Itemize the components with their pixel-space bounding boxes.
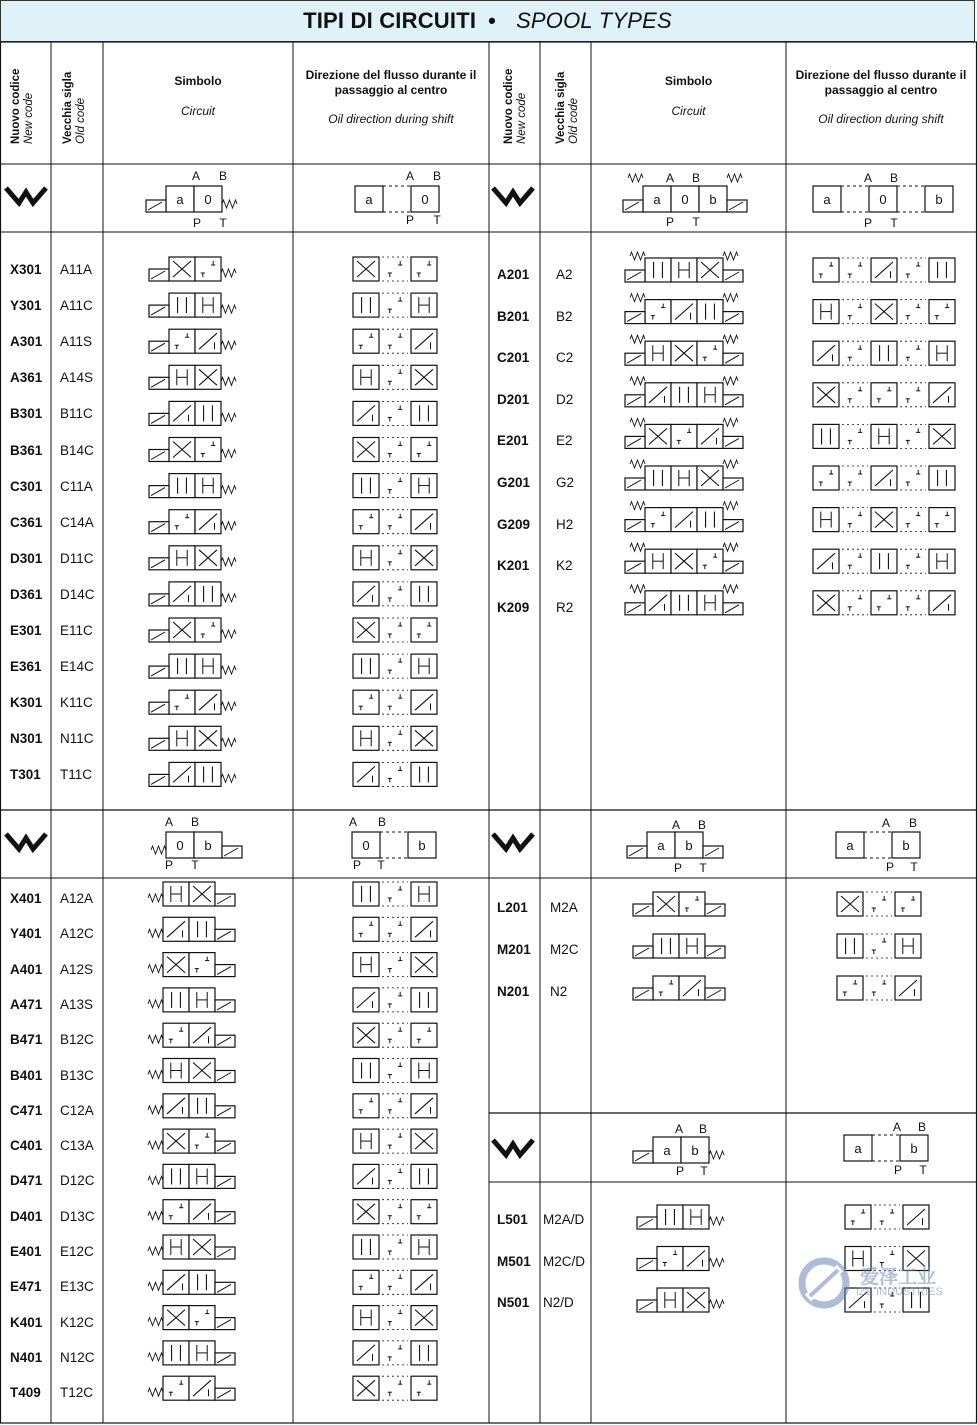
circuit-symbol-row — [149, 438, 236, 462]
svg-text:P: P — [673, 861, 683, 875]
old-code-cell: A14S — [60, 370, 94, 386]
svg-text:b: b — [691, 1143, 699, 1158]
flow-symbol-row — [353, 1164, 437, 1188]
circuit-symbol-row — [149, 329, 236, 353]
circuit-symbol-row — [149, 582, 236, 606]
old-code-cell: B12C — [60, 1032, 94, 1048]
svg-text:B: B — [691, 171, 701, 185]
svg-text:T: T — [910, 860, 918, 874]
svg-text:A: A — [671, 818, 681, 832]
circuit-symbol-row — [148, 1270, 235, 1294]
new-code-cell: E471 — [10, 1279, 42, 1295]
svg-text:A: A — [191, 169, 201, 183]
circuit-symbol-row — [633, 976, 725, 1000]
old-code-cell: C13A — [60, 1138, 94, 1154]
header-flow-left — [294, 68, 488, 127]
old-code-cell: A12S — [60, 961, 94, 977]
circuit-symbol-row — [625, 335, 743, 365]
circuit-symbol-row — [148, 1235, 235, 1259]
new-code-cell: N401 — [10, 1349, 43, 1365]
svg-text:T: T — [377, 858, 385, 872]
circuit-symbol-row — [148, 1306, 235, 1330]
circuit-symbol-row — [148, 1164, 235, 1188]
svg-text:a: a — [657, 838, 665, 853]
new-code-cell: T409 — [10, 1385, 41, 1401]
flow-symbol-row — [353, 1200, 437, 1224]
header-symbol-en: Circuit — [671, 104, 706, 118]
circuit-symbol-row — [148, 1376, 235, 1400]
flow-symbol-row — [353, 726, 437, 750]
new-code-cell: Y401 — [10, 926, 42, 942]
svg-text:a: a — [663, 1143, 671, 1158]
header-circuit-symbol — [146, 169, 237, 230]
svg-text:b: b — [902, 838, 910, 853]
new-code-cell: L201 — [497, 900, 528, 915]
circuit-symbol-row — [149, 365, 236, 389]
svg-text:b: b — [685, 838, 693, 853]
new-code-cell: K209 — [497, 599, 530, 615]
old-code-cell: D14C — [60, 586, 95, 602]
new-code-cell: E361 — [10, 659, 42, 675]
header-new-code-right — [503, 69, 529, 144]
new-code-cell: D361 — [10, 586, 43, 602]
svg-text:B: B — [889, 171, 899, 185]
new-code-cell: C401 — [10, 1138, 43, 1154]
old-code-cell: M2C/D — [543, 1253, 586, 1269]
new-code-cell: C201 — [497, 350, 530, 366]
old-code-cell: B13C — [60, 1067, 94, 1083]
flow-symbol-row — [353, 618, 437, 642]
circuit-symbol-row — [633, 892, 725, 916]
flow-symbol-row — [353, 1270, 437, 1294]
new-code-cell: B361 — [10, 442, 43, 458]
svg-text:a: a — [176, 192, 184, 207]
old-code-cell: R2 — [556, 599, 574, 615]
header-flow-symbol — [813, 171, 953, 230]
old-code-cell: E13C — [60, 1279, 94, 1295]
svg-text:0: 0 — [879, 192, 887, 207]
solenoid-icon — [493, 834, 533, 849]
circuit-symbol-row — [625, 502, 743, 532]
circuit-symbol-row — [149, 618, 236, 642]
header-old-code-en: Old code — [568, 97, 580, 144]
flow-symbol-row — [353, 762, 437, 786]
circuit-symbol-row — [148, 988, 235, 1012]
old-code-cell: A12C — [60, 926, 94, 942]
new-code-cell: A401 — [10, 961, 43, 977]
flow-symbol-row — [353, 1094, 437, 1118]
header-flow-en: Oil direction during shift — [328, 112, 454, 126]
circuit-symbol-row — [633, 934, 725, 958]
old-code-cell: M2A — [550, 900, 578, 915]
flow-symbol-row — [813, 508, 955, 532]
new-code-cell: N501 — [497, 1295, 530, 1310]
flow-symbol-row — [353, 293, 437, 317]
old-code-cell: E12C — [60, 1244, 94, 1259]
flow-symbol-row — [353, 546, 437, 570]
new-code-cell: B201 — [497, 308, 530, 324]
new-code-cell: A301 — [10, 334, 43, 350]
old-code-cell: M2C — [550, 942, 579, 957]
flow-symbol-row — [353, 1059, 437, 1083]
new-code-cell: N301 — [10, 731, 43, 747]
new-code-cell: C471 — [10, 1102, 43, 1118]
new-code-cell: N201 — [497, 984, 530, 999]
new-code-cell: K201 — [497, 558, 530, 574]
old-code-cell: A13S — [60, 996, 94, 1012]
old-code-cell: D12C — [60, 1173, 95, 1189]
new-code-cell: D301 — [10, 550, 43, 566]
header-circuit-symbol — [633, 1122, 724, 1178]
svg-text:P: P — [352, 858, 362, 872]
flow-symbol-row — [353, 438, 437, 462]
header-new-code-it: Nuovo codice — [503, 68, 515, 144]
header-symbol-it: Simbolo — [664, 74, 713, 88]
old-code-cell: K11C — [60, 695, 93, 711]
svg-text:P: P — [885, 860, 895, 874]
flow-symbol-row — [353, 953, 437, 977]
watermark-cn: 爱泽工业 — [860, 1267, 937, 1288]
circuit-symbol-row — [149, 762, 236, 786]
old-code-cell: C12A — [60, 1102, 94, 1118]
old-code-cell: N2/D — [543, 1295, 574, 1310]
new-code-cell: Y301 — [10, 298, 42, 314]
new-code-cell: E401 — [10, 1244, 42, 1259]
header-flow-en: Oil direction during shift — [818, 112, 944, 126]
new-code-cell: X301 — [10, 262, 42, 277]
old-code-cell: B14C — [60, 442, 94, 458]
header-old-code-left — [62, 72, 88, 144]
flow-symbol-row — [353, 510, 437, 534]
header-new-code-it: Nuovo codice — [10, 68, 22, 144]
svg-text:B: B — [908, 816, 918, 830]
svg-text:0: 0 — [421, 192, 429, 207]
svg-text:A: A — [665, 171, 675, 185]
header-circuit-symbol — [623, 171, 747, 229]
svg-text:P: P — [192, 216, 202, 230]
flow-symbol-row — [353, 1341, 437, 1365]
header-old-code-en: Old code — [75, 97, 87, 144]
old-code-cell: T11C — [60, 767, 93, 783]
circuit-symbol-row — [625, 460, 743, 490]
svg-text:a: a — [823, 192, 831, 207]
header-new-code-left — [10, 69, 36, 144]
new-code-cell: M201 — [497, 942, 531, 957]
circuit-symbol-row — [148, 1129, 235, 1153]
old-code-cell: A11S — [60, 334, 93, 350]
old-code-cell: B11C — [60, 406, 93, 422]
flow-symbol-row — [813, 591, 955, 615]
watermark-logo-icon — [798, 1256, 854, 1312]
old-code-cell: A11C — [60, 298, 93, 314]
header-symbol-it: Simbolo — [174, 74, 222, 88]
flow-symbol-row — [837, 934, 921, 958]
old-code-cell: T12C — [60, 1385, 94, 1401]
svg-text:b: b — [418, 838, 426, 853]
header-circuit-symbol — [627, 818, 723, 875]
header-flow-symbol — [836, 816, 920, 874]
svg-text:P: P — [164, 858, 174, 872]
old-code-cell: E11C — [60, 623, 93, 638]
new-code-cell: M501 — [497, 1253, 531, 1269]
flow-symbol-row — [845, 1205, 929, 1229]
old-code-cell: B2 — [556, 308, 573, 324]
svg-text:T: T — [919, 1163, 927, 1177]
header-flow-symbol — [844, 1120, 928, 1177]
circuit-symbol-row — [149, 257, 236, 281]
flow-symbol-row — [813, 258, 955, 282]
new-code-cell: D201 — [497, 391, 530, 407]
flow-symbol-row — [353, 654, 437, 678]
flow-symbol-row — [353, 917, 437, 941]
old-code-cell: D13C — [60, 1208, 95, 1224]
old-code-cell: D2 — [556, 391, 574, 407]
flow-symbol-row — [353, 1306, 437, 1330]
svg-text:T: T — [699, 861, 707, 875]
circuit-symbol-row — [637, 1288, 724, 1312]
svg-text:A: A — [892, 1120, 902, 1134]
header-old-code-it: Vecchia sigla — [555, 71, 567, 144]
circuit-symbol-row — [149, 293, 236, 317]
svg-text:B: B — [917, 1120, 927, 1134]
flow-symbol-row — [813, 383, 955, 407]
old-code-cell: C2 — [556, 350, 574, 366]
header-new-code-en: New code — [23, 92, 35, 144]
solenoid-icon — [6, 834, 46, 849]
svg-text:B: B — [698, 1122, 708, 1136]
svg-text:T: T — [219, 216, 227, 230]
svg-text:B: B — [218, 169, 228, 183]
svg-text:0: 0 — [362, 838, 370, 853]
header-symbol-left — [104, 74, 292, 119]
flow-symbol-row — [353, 1129, 437, 1153]
flow-symbol-row — [353, 257, 437, 281]
old-code-cell: C11A — [60, 478, 93, 494]
svg-text:B: B — [432, 169, 442, 183]
flow-symbol-row — [813, 466, 955, 490]
new-code-cell: K401 — [10, 1314, 43, 1330]
new-code-cell: E301 — [10, 623, 42, 638]
flow-symbol-row — [353, 329, 437, 353]
new-code-cell: A361 — [10, 370, 43, 386]
header-old-code-it: Vecchia sigla — [62, 71, 74, 144]
old-code-cell: N12C — [60, 1349, 95, 1365]
new-code-cell: B471 — [10, 1032, 43, 1048]
svg-text:A: A — [348, 815, 358, 829]
circuit-symbol-row — [148, 1341, 235, 1365]
new-code-cell: D401 — [10, 1208, 43, 1224]
circuit-symbol-row — [148, 1200, 235, 1224]
header-new-code-en: New code — [516, 92, 528, 144]
flow-symbol-row — [813, 549, 955, 573]
flow-symbol-row — [353, 1023, 437, 1047]
header-symbol-en: Circuit — [180, 104, 215, 118]
flow-symbol-row — [837, 892, 921, 916]
flow-symbol-row — [813, 424, 955, 448]
svg-text:T: T — [433, 213, 441, 227]
header-flow-right — [787, 68, 975, 127]
svg-text:A: A — [863, 171, 873, 185]
flow-symbol-row — [353, 474, 437, 498]
old-code-cell: N11C — [60, 731, 94, 747]
circuit-symbol-row — [637, 1247, 724, 1271]
old-code-cell: C14A — [60, 514, 94, 530]
new-code-cell: G201 — [497, 475, 531, 490]
new-code-cell: C301 — [10, 478, 43, 494]
watermark — [798, 1256, 958, 1311]
svg-text:0: 0 — [204, 192, 212, 207]
circuit-symbol-row — [149, 474, 236, 498]
circuit-symbol-row — [148, 1059, 235, 1083]
flow-symbol-row — [353, 882, 437, 906]
circuit-symbol-row — [149, 654, 236, 678]
svg-text:0: 0 — [176, 838, 184, 853]
new-code-cell: B301 — [10, 406, 43, 422]
header-flow-it: Direzione del flusso durante il passaggio al centro — [305, 68, 477, 97]
old-code-cell: E2 — [556, 433, 573, 449]
svg-text:P: P — [675, 1164, 685, 1178]
circuit-symbol-row — [625, 543, 743, 573]
new-code-cell: C361 — [10, 514, 43, 530]
circuit-symbol-row — [625, 377, 743, 407]
svg-text:0: 0 — [681, 192, 689, 207]
svg-text:A: A — [405, 169, 415, 183]
solenoid-icon — [493, 188, 533, 203]
flow-symbol-row — [353, 1235, 437, 1259]
flow-symbol-row — [837, 976, 921, 1000]
svg-text:B: B — [377, 815, 387, 829]
new-code-cell: B401 — [10, 1067, 43, 1083]
svg-text:A: A — [164, 815, 174, 829]
flow-symbol-row — [813, 300, 955, 324]
circuit-symbol-row — [625, 418, 743, 448]
svg-text:P: P — [405, 213, 415, 227]
svg-text:A: A — [881, 816, 891, 830]
old-code-cell: K2 — [556, 558, 573, 574]
circuit-symbol-row — [625, 585, 743, 615]
old-code-cell: A12A — [60, 891, 94, 906]
flow-symbol-row — [353, 582, 437, 606]
circuit-symbol-row — [149, 546, 236, 570]
title-english: SPOOL TYPES — [516, 8, 672, 33]
header-symbol-right — [592, 74, 785, 119]
old-code-cell: A11A — [60, 262, 93, 277]
svg-text:P: P — [863, 216, 873, 230]
circuit-symbol-row — [148, 953, 235, 977]
flow-symbol-row — [813, 341, 955, 365]
new-code-cell: G209 — [497, 516, 531, 532]
old-code-cell: A2 — [556, 267, 573, 282]
new-code-cell: T301 — [10, 767, 41, 783]
svg-text:b: b — [910, 1141, 918, 1156]
old-code-cell: N2 — [550, 984, 568, 999]
title-italian: TIPI DI CIRCUITI — [303, 8, 477, 33]
old-code-cell: H2 — [556, 516, 574, 532]
svg-text:P: P — [893, 1163, 903, 1177]
circuit-symbol-row — [148, 1023, 235, 1047]
svg-text:b: b — [935, 192, 943, 207]
title-separator: • — [488, 8, 497, 33]
new-code-cell: E201 — [497, 433, 529, 449]
new-code-cell: A471 — [10, 996, 43, 1012]
solenoid-icon — [6, 188, 46, 203]
new-code-cell: X401 — [10, 891, 42, 906]
header-flow-it: Direzione del flusso durante il passaggio al centro — [795, 68, 967, 97]
svg-text:b: b — [204, 838, 212, 853]
old-code-cell: D11C — [60, 550, 94, 566]
circuit-symbol-row — [625, 252, 743, 282]
svg-text:B: B — [697, 818, 707, 832]
svg-text:A: A — [674, 1122, 684, 1136]
circuit-symbol-row — [149, 690, 236, 714]
watermark-en: IZE INDUSTRIES — [856, 1286, 943, 1298]
svg-text:a: a — [653, 192, 661, 207]
header-circuit-symbol — [151, 815, 242, 872]
svg-text:T: T — [890, 216, 898, 230]
old-code-cell: G2 — [556, 475, 575, 490]
circuit-symbol-row — [149, 401, 236, 425]
table-grid — [0, 42, 977, 1423]
svg-text:T: T — [692, 215, 700, 229]
circuit-symbol-row — [148, 1094, 235, 1118]
circuit-symbol-row — [149, 726, 236, 750]
svg-text:a: a — [365, 192, 373, 207]
svg-text:a: a — [846, 838, 854, 853]
circuit-symbol-row — [148, 917, 235, 941]
circuit-symbol-row — [625, 294, 743, 324]
svg-text:P: P — [665, 215, 675, 229]
new-code-cell: K301 — [10, 695, 43, 711]
svg-text:T: T — [191, 858, 199, 872]
flow-symbol-row — [353, 401, 437, 425]
flow-symbol-row — [353, 1376, 437, 1400]
old-code-cell: M2A/D — [543, 1212, 585, 1227]
svg-text:T: T — [700, 1164, 708, 1178]
svg-text:b: b — [709, 192, 717, 207]
header-old-code-right — [555, 72, 581, 144]
header-flow-symbol — [355, 169, 441, 227]
flow-symbol-row — [353, 690, 437, 714]
circuit-symbol-row — [637, 1205, 724, 1229]
header-flow-symbol — [349, 815, 436, 872]
svg-text:a: a — [854, 1141, 862, 1156]
solenoid-icon — [493, 1140, 533, 1155]
new-code-cell: L501 — [497, 1212, 528, 1227]
old-code-cell: K12C — [60, 1314, 94, 1330]
new-code-cell: D471 — [10, 1173, 43, 1189]
flow-symbol-row — [353, 988, 437, 1012]
new-code-cell: A201 — [497, 267, 530, 282]
svg-text:B: B — [190, 815, 200, 829]
circuit-symbol-row — [148, 882, 235, 906]
flow-symbol-row — [353, 365, 437, 389]
old-code-cell: E14C — [60, 659, 94, 675]
circuit-symbol-row — [149, 510, 236, 534]
